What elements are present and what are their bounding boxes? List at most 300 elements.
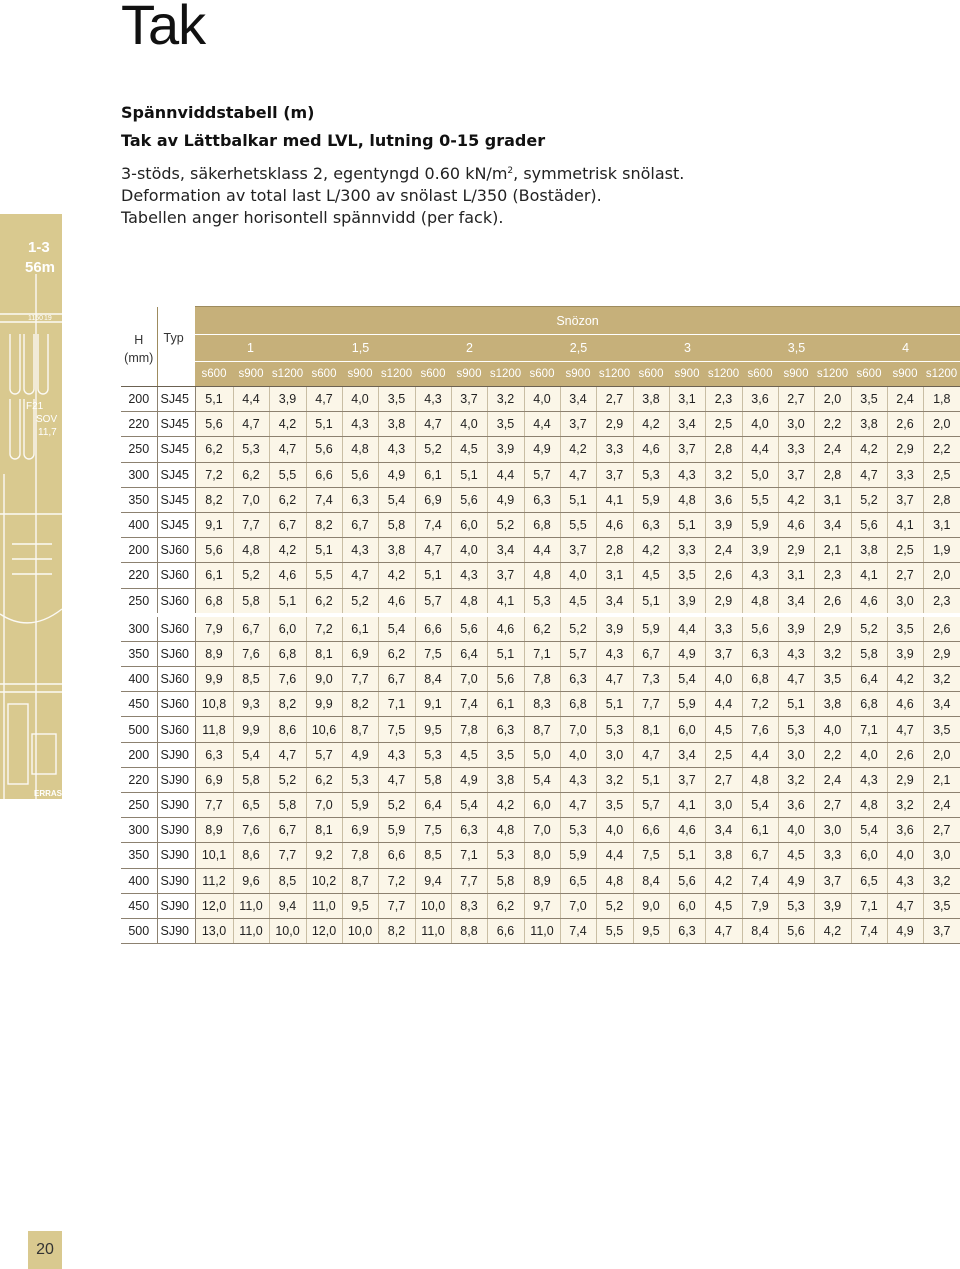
- type-cell: SJ60: [157, 667, 195, 692]
- table-row: [121, 742, 960, 767]
- span-value-cell: 9,4: [269, 893, 306, 918]
- span-value-cell: 4,4: [524, 412, 560, 437]
- span-value-cell: 7,2: [195, 462, 233, 487]
- span-value-cell: 5,2: [851, 487, 887, 512]
- span-value-cell: 3,4: [705, 818, 742, 843]
- span-value-cell: 2,6: [705, 563, 742, 588]
- span-value-cell: 5,3: [778, 893, 814, 918]
- span-value-cell: 9,2: [306, 843, 342, 868]
- span-value-cell: 4,2: [633, 412, 669, 437]
- span-value-cell: 4,1: [487, 588, 524, 615]
- span-value-cell: 7,6: [269, 667, 306, 692]
- span-value-cell: 3,6: [778, 793, 814, 818]
- span-value-cell: 4,1: [851, 563, 887, 588]
- span-value-cell: 3,9: [487, 437, 524, 462]
- span-value-cell: 4,3: [596, 641, 633, 666]
- span-value-cell: 3,4: [669, 742, 705, 767]
- span-value-cell: 10,0: [415, 893, 451, 918]
- spacing-header: s1200: [705, 362, 742, 387]
- span-value-cell: 8,4: [415, 667, 451, 692]
- span-value-cell: 5,6: [342, 462, 378, 487]
- span-value-cell: 4,7: [560, 793, 596, 818]
- span-value-cell: 3,9: [778, 615, 814, 642]
- span-value-cell: 4,2: [887, 667, 923, 692]
- span-value-cell: 4,2: [487, 793, 524, 818]
- spacing-header: s600: [851, 362, 887, 387]
- strip-mark-1: 1150: [28, 315, 44, 322]
- span-value-cell: 8,4: [742, 918, 778, 943]
- span-value-cell: 3,1: [778, 563, 814, 588]
- span-value-cell: 3,5: [814, 667, 851, 692]
- span-value-cell: 3,4: [814, 512, 851, 537]
- type-cell: SJ60: [157, 615, 195, 642]
- span-value-cell: 6,7: [269, 818, 306, 843]
- span-value-cell: 8,3: [451, 893, 487, 918]
- table-row: [121, 717, 960, 742]
- span-value-cell: 4,2: [633, 538, 669, 563]
- span-value-cell: 6,7: [269, 512, 306, 537]
- span-value-cell: 5,6: [451, 487, 487, 512]
- span-value-cell: 3,1: [814, 487, 851, 512]
- span-value-cell: 4,0: [742, 412, 778, 437]
- span-value-cell: 4,5: [560, 588, 596, 615]
- span-value-cell: 4,8: [851, 793, 887, 818]
- span-value-cell: 4,5: [705, 717, 742, 742]
- span-value-cell: 5,2: [378, 793, 415, 818]
- typ-column-header: Typ: [157, 307, 195, 387]
- span-value-cell: 3,9: [596, 615, 633, 642]
- span-value-cell: 10,1: [195, 843, 233, 868]
- span-value-cell: 4,2: [560, 437, 596, 462]
- span-value-cell: 6,6: [633, 818, 669, 843]
- blueprint-decoration: [0, 214, 68, 799]
- span-value-cell: 7,0: [560, 717, 596, 742]
- span-value-cell: 2,5: [887, 538, 923, 563]
- span-value-cell: 5,3: [560, 818, 596, 843]
- span-value-cell: 3,7: [669, 767, 705, 792]
- span-value-cell: 8,1: [306, 641, 342, 666]
- span-value-cell: 2,4: [814, 437, 851, 462]
- span-value-cell: 4,0: [560, 742, 596, 767]
- span-value-cell: 7,0: [451, 667, 487, 692]
- span-value-cell: 3,8: [487, 767, 524, 792]
- span-value-cell: 4,7: [415, 538, 451, 563]
- span-value-cell: 2,0: [923, 412, 960, 437]
- height-cell: 200: [121, 742, 157, 767]
- span-value-cell: 3,7: [560, 538, 596, 563]
- span-value-cell: 5,1: [560, 487, 596, 512]
- span-value-cell: 2,4: [705, 538, 742, 563]
- span-value-cell: 5,1: [596, 692, 633, 717]
- span-value-cell: 3,7: [887, 487, 923, 512]
- span-value-cell: 5,1: [195, 387, 233, 412]
- span-value-cell: 4,3: [742, 563, 778, 588]
- span-value-cell: 7,5: [415, 818, 451, 843]
- height-cell: 400: [121, 667, 157, 692]
- span-value-cell: 8,2: [342, 692, 378, 717]
- span-value-cell: 7,6: [233, 818, 269, 843]
- span-value-cell: 5,6: [487, 667, 524, 692]
- span-value-cell: 3,5: [887, 615, 923, 642]
- span-value-cell: 2,5: [705, 412, 742, 437]
- span-value-cell: 6,8: [195, 588, 233, 615]
- span-value-cell: 6,0: [669, 717, 705, 742]
- span-value-cell: 9,9: [233, 717, 269, 742]
- span-value-cell: 4,3: [778, 641, 814, 666]
- span-value-cell: 5,1: [306, 538, 342, 563]
- span-value-cell: 3,4: [487, 538, 524, 563]
- span-value-cell: 4,8: [451, 588, 487, 615]
- span-value-cell: 6,9: [342, 641, 378, 666]
- span-value-cell: 5,8: [851, 641, 887, 666]
- type-cell: SJ60: [157, 538, 195, 563]
- span-value-cell: 4,0: [451, 412, 487, 437]
- zone-header: 1: [195, 335, 306, 362]
- span-value-cell: 2,4: [923, 793, 960, 818]
- span-value-cell: 4,7: [633, 742, 669, 767]
- span-value-cell: 4,7: [887, 893, 923, 918]
- span-value-cell: 7,2: [378, 868, 415, 893]
- span-value-cell: 5,4: [378, 615, 415, 642]
- span-value-cell: 2,1: [814, 538, 851, 563]
- span-value-cell: 5,9: [742, 512, 778, 537]
- span-value-cell: 6,0: [269, 615, 306, 642]
- spacing-header: s600: [415, 362, 451, 387]
- span-value-cell: 4,4: [524, 538, 560, 563]
- table-row: [121, 893, 960, 918]
- span-value-cell: 6,1: [415, 462, 451, 487]
- span-value-cell: 4,8: [487, 818, 524, 843]
- span-value-cell: 2,8: [705, 437, 742, 462]
- span-value-cell: 2,9: [778, 538, 814, 563]
- span-value-cell: 5,3: [342, 767, 378, 792]
- span-value-cell: 3,9: [887, 641, 923, 666]
- span-value-cell: 9,9: [195, 667, 233, 692]
- span-value-cell: 4,5: [705, 893, 742, 918]
- blueprint-drawing: [0, 214, 68, 799]
- span-value-cell: 7,0: [233, 487, 269, 512]
- span-value-cell: 2,4: [887, 387, 923, 412]
- span-value-cell: 3,7: [778, 462, 814, 487]
- zone-header: 3,5: [742, 335, 851, 362]
- table-row: [121, 563, 960, 588]
- span-value-cell: 3,0: [887, 588, 923, 615]
- span-value-cell: 4,0: [778, 818, 814, 843]
- span-value-cell: 3,4: [778, 588, 814, 615]
- span-value-cell: 10,8: [195, 692, 233, 717]
- height-cell: 400: [121, 512, 157, 537]
- height-cell: 220: [121, 412, 157, 437]
- span-value-cell: 9,4: [415, 868, 451, 893]
- type-cell: SJ45: [157, 487, 195, 512]
- span-value-cell: 6,5: [233, 793, 269, 818]
- page-number: 20: [36, 1241, 54, 1258]
- span-value-cell: 6,6: [415, 615, 451, 642]
- table-row: [121, 641, 960, 666]
- span-value-cell: 2,3: [705, 387, 742, 412]
- span-value-cell: 2,0: [923, 563, 960, 588]
- span-value-cell: 4,3: [342, 538, 378, 563]
- span-value-cell: 4,2: [269, 412, 306, 437]
- spacing-header: s1200: [378, 362, 415, 387]
- span-value-cell: 1,8: [923, 387, 960, 412]
- span-value-cell: 6,3: [487, 717, 524, 742]
- span-value-cell: 9,6: [233, 868, 269, 893]
- height-cell: 220: [121, 563, 157, 588]
- span-value-cell: 3,7: [560, 412, 596, 437]
- span-value-cell: 4,9: [487, 487, 524, 512]
- intro-line-1: [121, 160, 921, 185]
- span-value-cell: 4,7: [705, 918, 742, 943]
- span-value-cell: 2,0: [814, 387, 851, 412]
- span-value-cell: 4,9: [451, 767, 487, 792]
- span-value-cell: 3,5: [378, 387, 415, 412]
- span-value-cell: 5,6: [195, 412, 233, 437]
- spacing-header: s1200: [487, 362, 524, 387]
- span-value-cell: 2,2: [923, 437, 960, 462]
- span-value-cell: 7,5: [415, 641, 451, 666]
- strip-mark-5: 11,7: [38, 427, 57, 438]
- type-cell: SJ60: [157, 641, 195, 666]
- span-value-cell: 3,0: [778, 742, 814, 767]
- span-value-cell: 6,3: [342, 487, 378, 512]
- span-value-cell: 6,7: [342, 512, 378, 537]
- span-value-cell: 4,3: [451, 563, 487, 588]
- span-value-cell: 3,3: [705, 615, 742, 642]
- span-value-cell: 6,0: [451, 512, 487, 537]
- spacing-header: s1200: [269, 362, 306, 387]
- span-value-cell: 2,2: [814, 412, 851, 437]
- span-value-cell: 4,3: [378, 742, 415, 767]
- spacing-header: s600: [524, 362, 560, 387]
- span-value-cell: 6,2: [524, 615, 560, 642]
- table-row: [121, 487, 960, 512]
- span-value-cell: 3,7: [596, 462, 633, 487]
- span-value-cell: 5,9: [633, 615, 669, 642]
- span-value-cell: 9,0: [633, 893, 669, 918]
- span-value-cell: 6,2: [487, 893, 524, 918]
- table-row: [121, 512, 960, 537]
- span-value-cell: 4,0: [887, 843, 923, 868]
- span-value-cell: 2,3: [923, 588, 960, 615]
- spacing-header: s600: [306, 362, 342, 387]
- span-value-cell: 4,7: [269, 742, 306, 767]
- span-value-cell: 6,3: [633, 512, 669, 537]
- span-value-cell: 2,7: [705, 767, 742, 792]
- span-value-cell: 7,2: [742, 692, 778, 717]
- span-value-cell: 4,3: [887, 868, 923, 893]
- type-cell: SJ90: [157, 818, 195, 843]
- span-value-cell: 7,1: [524, 641, 560, 666]
- span-value-cell: 6,9: [195, 767, 233, 792]
- span-value-cell: 5,9: [633, 487, 669, 512]
- span-value-cell: 5,1: [669, 512, 705, 537]
- span-value-cell: 4,3: [669, 462, 705, 487]
- span-value-cell: 9,5: [415, 717, 451, 742]
- span-value-cell: 6,3: [669, 918, 705, 943]
- span-value-cell: 4,3: [415, 387, 451, 412]
- span-value-cell: 3,8: [378, 412, 415, 437]
- span-value-cell: 7,7: [233, 512, 269, 537]
- intro-line-1-suffix: , symmetrisk snölast.: [513, 164, 685, 183]
- span-value-cell: 3,9: [742, 538, 778, 563]
- span-value-cell: 8,2: [195, 487, 233, 512]
- span-value-cell: 2,9: [887, 767, 923, 792]
- span-value-cell: 3,7: [487, 563, 524, 588]
- span-value-cell: 2,4: [814, 767, 851, 792]
- strip-mark-6: ERRASS: [34, 789, 68, 798]
- span-value-cell: 4,9: [524, 437, 560, 462]
- span-value-cell: 7,4: [306, 487, 342, 512]
- span-value-cell: 3,2: [814, 641, 851, 666]
- span-value-cell: 4,6: [851, 588, 887, 615]
- span-value-cell: 8,2: [306, 512, 342, 537]
- span-value-cell: 6,6: [487, 918, 524, 943]
- span-value-cell: 4,6: [633, 437, 669, 462]
- span-value-cell: 7,1: [378, 692, 415, 717]
- span-value-cell: 4,0: [596, 818, 633, 843]
- spacing-header-row: [121, 362, 960, 387]
- span-value-cell: 6,3: [742, 641, 778, 666]
- height-cell: 300: [121, 462, 157, 487]
- span-value-cell: 11,0: [233, 893, 269, 918]
- type-cell: SJ60: [157, 588, 195, 615]
- span-value-cell: 8,7: [342, 868, 378, 893]
- span-value-cell: 3,5: [923, 717, 960, 742]
- spacing-header: s900: [342, 362, 378, 387]
- span-value-cell: 2,8: [923, 487, 960, 512]
- type-cell: SJ90: [157, 767, 195, 792]
- zone-header: 2: [415, 335, 524, 362]
- span-value-cell: 4,7: [560, 462, 596, 487]
- span-value-cell: 5,5: [596, 918, 633, 943]
- span-value-cell: 8,5: [415, 843, 451, 868]
- span-value-cell: 4,2: [705, 868, 742, 893]
- span-value-cell: 5,1: [415, 563, 451, 588]
- span-value-cell: 7,0: [560, 893, 596, 918]
- span-value-cell: 6,7: [233, 615, 269, 642]
- span-value-cell: 8,2: [269, 692, 306, 717]
- strip-mark-3: F21: [26, 401, 44, 412]
- span-value-cell: 4,8: [342, 437, 378, 462]
- span-value-cell: 7,4: [451, 692, 487, 717]
- span-value-cell: 7,5: [378, 717, 415, 742]
- intro-line-2: Deformation av total last L/300 av snölast L/350 (Bostäder).: [121, 186, 602, 205]
- span-value-cell: 7,0: [524, 818, 560, 843]
- span-value-cell: 7,4: [415, 512, 451, 537]
- span-value-cell: 3,0: [778, 412, 814, 437]
- span-value-cell: 6,8: [560, 692, 596, 717]
- span-value-cell: 3,4: [923, 692, 960, 717]
- spacing-header: s900: [233, 362, 269, 387]
- span-value-cell: 4,0: [524, 387, 560, 412]
- span-value-cell: 8,4: [633, 868, 669, 893]
- span-value-cell: 6,7: [742, 843, 778, 868]
- span-value-cell: 5,4: [669, 667, 705, 692]
- span-value-cell: 8,7: [524, 717, 560, 742]
- span-value-cell: 7,1: [451, 843, 487, 868]
- h-label: H: [134, 332, 144, 347]
- span-value-cell: 4,7: [887, 717, 923, 742]
- span-value-cell: 6,8: [742, 667, 778, 692]
- span-value-cell: 6,3: [451, 818, 487, 843]
- height-cell: 250: [121, 793, 157, 818]
- span-value-cell: 7,5: [633, 843, 669, 868]
- span-value-cell: 6,2: [233, 462, 269, 487]
- height-cell: 200: [121, 538, 157, 563]
- span-value-cell: 4,7: [415, 412, 451, 437]
- span-value-cell: 10,0: [269, 918, 306, 943]
- type-cell: SJ45: [157, 462, 195, 487]
- span-value-cell: 2,2: [814, 742, 851, 767]
- span-value-cell: 5,9: [378, 818, 415, 843]
- span-value-cell: 4,7: [596, 667, 633, 692]
- span-value-cell: 4,4: [705, 692, 742, 717]
- span-value-cell: 3,4: [560, 387, 596, 412]
- span-value-cell: 8,9: [195, 641, 233, 666]
- span-value-cell: 3,3: [778, 437, 814, 462]
- span-value-cell: 2,6: [814, 588, 851, 615]
- span-value-cell: 8,9: [524, 868, 560, 893]
- span-value-cell: 5,1: [451, 462, 487, 487]
- span-value-cell: 6,7: [633, 641, 669, 666]
- span-value-cell: 3,6: [705, 487, 742, 512]
- strip-label-bottom: 56m: [25, 259, 56, 276]
- span-value-cell: 2,7: [778, 387, 814, 412]
- span-value-cell: 5,4: [233, 742, 269, 767]
- span-value-cell: 3,5: [851, 387, 887, 412]
- span-value-cell: 7,9: [195, 615, 233, 642]
- span-value-cell: 3,2: [923, 868, 960, 893]
- span-value-cell: 4,3: [851, 767, 887, 792]
- height-cell: 350: [121, 487, 157, 512]
- type-cell: SJ90: [157, 843, 195, 868]
- span-value-cell: 6,2: [195, 437, 233, 462]
- spacing-header: s1200: [923, 362, 960, 387]
- span-value-cell: 4,6: [596, 512, 633, 537]
- span-value-cell: 3,3: [669, 538, 705, 563]
- span-value-cell: 7,1: [851, 893, 887, 918]
- type-cell: SJ60: [157, 717, 195, 742]
- span-value-cell: 5,4: [378, 487, 415, 512]
- span-value-cell: 3,5: [923, 893, 960, 918]
- span-value-cell: 4,2: [378, 563, 415, 588]
- span-value-cell: 4,4: [596, 843, 633, 868]
- span-value-cell: 4,6: [669, 818, 705, 843]
- span-value-cell: 4,8: [596, 868, 633, 893]
- table-head: [121, 307, 960, 387]
- type-cell: SJ45: [157, 437, 195, 462]
- unit-superscript: 2: [507, 166, 514, 176]
- span-value-cell: 6,0: [524, 793, 560, 818]
- table-subheading: Tak av Lättbalkar med LVL, lutning 0-15 grader: [121, 131, 546, 150]
- span-value-cell: 2,8: [814, 462, 851, 487]
- span-value-cell: 11,0: [233, 918, 269, 943]
- span-value-cell: 3,5: [487, 742, 524, 767]
- span-value-cell: 6,2: [378, 641, 415, 666]
- span-value-cell: 3,8: [851, 412, 887, 437]
- span-value-cell: 2,8: [596, 538, 633, 563]
- span-value-cell: 7,7: [378, 893, 415, 918]
- span-value-cell: 8,5: [233, 667, 269, 692]
- span-value-cell: 7,4: [742, 868, 778, 893]
- span-value-cell: 2,5: [705, 742, 742, 767]
- span-value-cell: 5,3: [524, 588, 560, 615]
- span-value-cell: 6,0: [669, 893, 705, 918]
- span-value-cell: 4,6: [378, 588, 415, 615]
- span-value-cell: 5,2: [233, 563, 269, 588]
- type-cell: SJ90: [157, 868, 195, 893]
